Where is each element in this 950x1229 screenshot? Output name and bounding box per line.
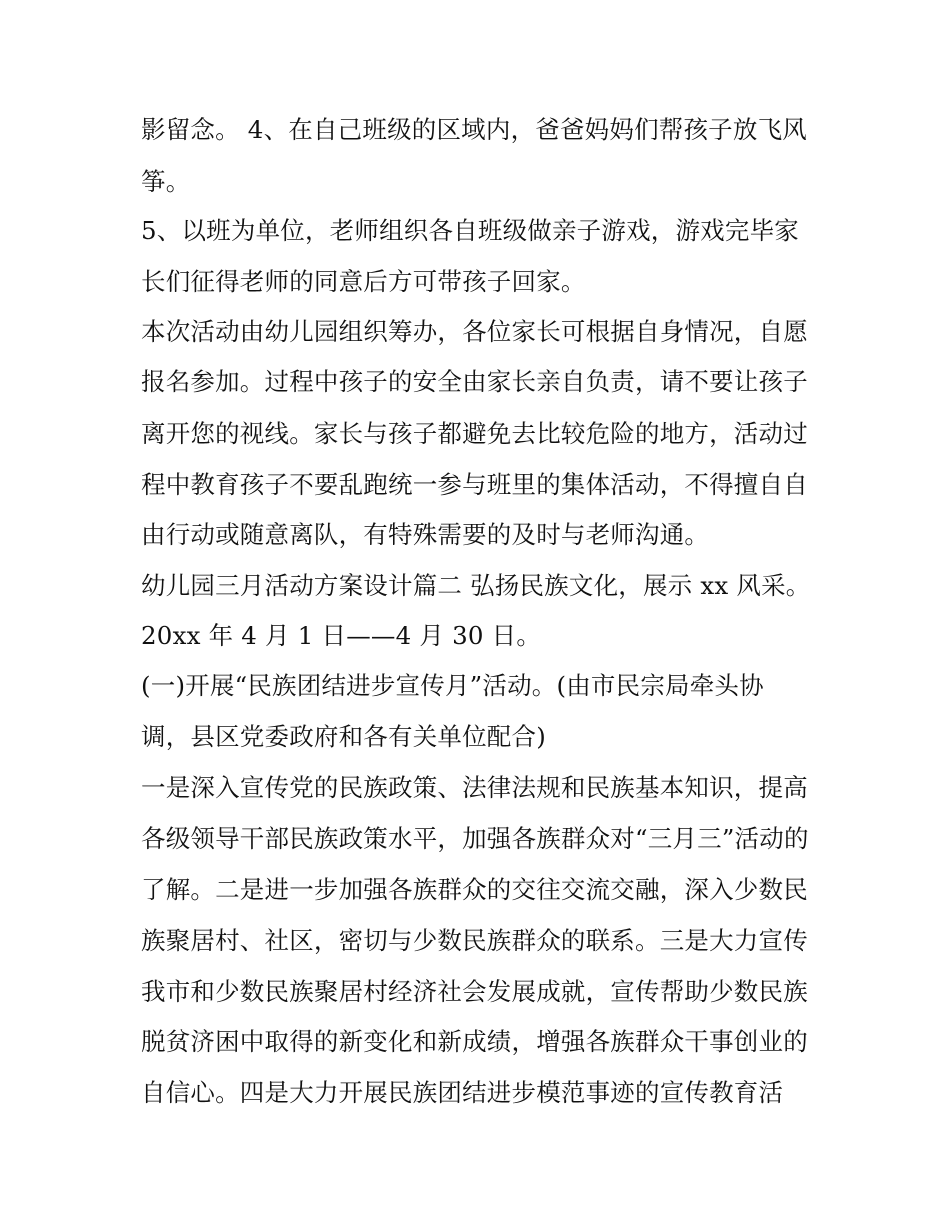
text-line: 自信心。四是大力开展民族团结进步模范事迹的宣传教育活 [141,1078,784,1107]
text-line: 影留念。 4、在自己班级的区域内，爸爸妈妈们帮孩子放飞风 [141,115,807,144]
text-line: 了解。二是进一步加强各族群众的交往交流交融，深入少数民 [141,875,808,904]
text-line: 各级领导干部民族政策水平，加强各族群众对“三月三”活动的 [141,824,809,853]
text-line: 由行动或随意离队，有特殊需要的及时与老师沟通。 [141,520,710,549]
text-line: 长们征得老师的同意后方可带孩子回家。 [141,267,586,296]
text-line: 一是深入宣传党的民族政策、法律法规和民族基本知识，提高 [141,773,808,802]
text-line: 程中教育孩子不要乱跑统一参与班里的集体活动，不得擅自自 [141,470,808,499]
text-line: 脱贫济困中取得的新变化和新成绩，增强各族群众干事创业的 [141,1027,808,1056]
text-line: 本次活动由幼儿园组织筹办，各位家长可根据自身情况，自愿 [141,317,808,346]
text-line: 报名参加。过程中孩子的安全由家长亲自负责，请不要让孩子 [141,367,808,396]
text-line: 幼儿园三月活动方案设计篇二 弘扬民族文化，展示 xx 风采。 [141,571,811,600]
text-line: 我市和少数民族聚居村经济社会发展成就，宣传帮助少数民族 [141,977,808,1006]
text-line: (一)开展“民族团结进步宣传月”活动。(由市民宗局牵头协 [141,671,764,700]
text-line: 20xx 年 4 月 1 日——4 月 30 日。 [141,621,542,650]
text-line: 调，县区党委政府和各有关单位配合) [141,722,546,751]
text-line: 族聚居村、社区，密切与少数民族群众的联系。三是大力宣传 [141,926,808,955]
text-line: 筝。 [141,167,191,196]
text-line: 5、以班为单位，老师组织各自班级做亲子游戏，游戏完毕家 [141,216,799,245]
text-line: 离开您的视线。家长与孩子都避免去比较危险的地方，活动过 [141,419,808,448]
